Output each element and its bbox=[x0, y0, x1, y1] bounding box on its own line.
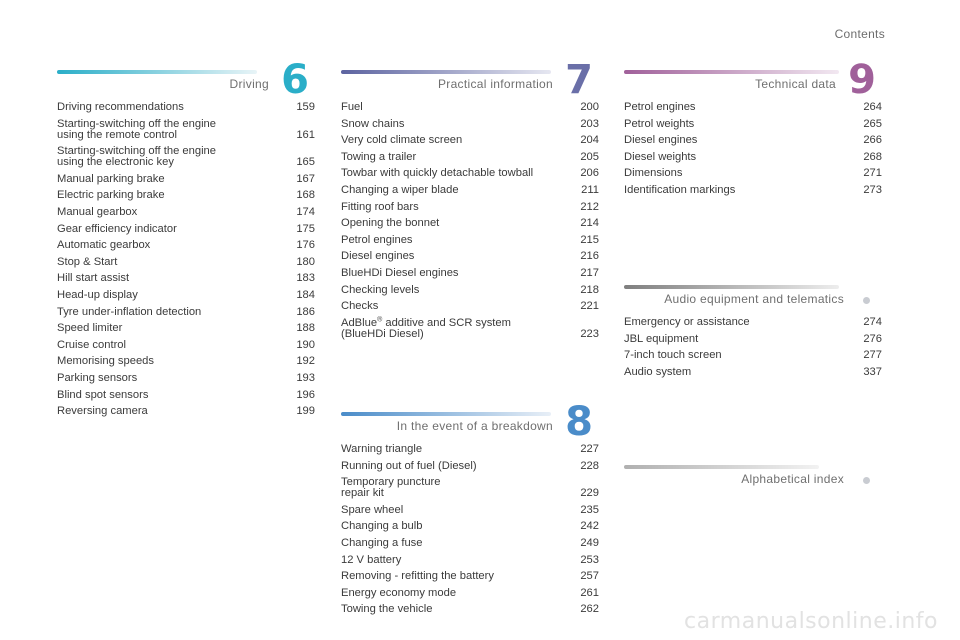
section-header bbox=[624, 281, 882, 317]
page-header: Contents bbox=[834, 27, 885, 41]
toc-entry-title: Snow chains bbox=[341, 117, 405, 130]
toc-list bbox=[624, 317, 882, 378]
toc-entry-title: Petrol engines bbox=[624, 101, 696, 113]
section-alphabetical-index[interactable] bbox=[624, 461, 882, 497]
toc-entry[interactable] bbox=[341, 152, 599, 163]
toc-entry-title: Checking levels bbox=[341, 283, 420, 296]
toc-entry-title bbox=[341, 315, 511, 340]
toc-entry-page: 229 bbox=[580, 487, 599, 500]
toc-entry-page: 190 bbox=[296, 338, 315, 351]
toc-list bbox=[341, 102, 599, 312]
toc-entry-page: 161 bbox=[296, 128, 315, 141]
section-title: Practical information bbox=[437, 77, 553, 91]
toc-entry[interactable] bbox=[341, 505, 599, 516]
adblue-text-rest: additive and SCR system (BlueHDi Diesel) bbox=[341, 316, 511, 340]
toc-entry-page: 212 bbox=[580, 200, 599, 213]
toc-list bbox=[341, 444, 599, 615]
toc-entry[interactable] bbox=[57, 240, 315, 251]
toc-entry-page: 174 bbox=[296, 205, 315, 218]
toc-entry-page: 180 bbox=[296, 255, 315, 268]
toc-entry[interactable] bbox=[341, 185, 599, 196]
toc-entry[interactable] bbox=[624, 102, 882, 113]
toc-entry[interactable] bbox=[57, 102, 315, 113]
section-bar bbox=[624, 70, 839, 74]
toc-entry-page: 168 bbox=[296, 189, 315, 202]
toc-entry-title: Memorising speeds bbox=[57, 355, 155, 368]
toc-entry-page: 218 bbox=[580, 283, 599, 296]
toc-entry-adblue[interactable] bbox=[341, 315, 599, 340]
section-number: 8 bbox=[565, 399, 593, 445]
section-header bbox=[341, 399, 599, 445]
toc-entry-title: Changing a bulb bbox=[341, 520, 423, 533]
toc-entry-page: 265 bbox=[863, 117, 882, 130]
toc-entry-title: Emergency or assistance bbox=[624, 316, 750, 328]
toc-entry[interactable] bbox=[341, 102, 599, 113]
toc-entry[interactable] bbox=[57, 390, 315, 401]
toc-entry[interactable] bbox=[57, 119, 315, 141]
toc-entry[interactable] bbox=[341, 218, 599, 229]
toc-entry-title: Petrol weights bbox=[624, 117, 695, 130]
toc-entry-title: Temporary puncture repair kit bbox=[341, 476, 441, 500]
toc-list bbox=[624, 102, 882, 196]
toc-entry-page: 223 bbox=[580, 327, 599, 340]
toc-entry-title: Speed limiter bbox=[57, 322, 123, 335]
toc-entry-page: 203 bbox=[580, 117, 599, 130]
toc-entry[interactable] bbox=[341, 268, 599, 279]
registered-mark: ® bbox=[377, 315, 383, 323]
toc-entry-title: Fitting roof bars bbox=[341, 200, 419, 213]
toc-entry[interactable] bbox=[624, 152, 882, 163]
toc-entry-page: 188 bbox=[296, 322, 315, 335]
toc-entry-title: Head-up display bbox=[57, 288, 138, 301]
adblue-text: AdBlue bbox=[341, 316, 378, 329]
toc-entry-title: Tyre under-inflation detection bbox=[57, 305, 202, 318]
toc-entry[interactable] bbox=[341, 588, 599, 599]
toc-entry-page: 167 bbox=[296, 172, 315, 185]
toc-entry[interactable] bbox=[57, 174, 315, 185]
toc-entry[interactable] bbox=[341, 604, 599, 615]
toc-entry-title: Checks bbox=[341, 300, 379, 313]
toc-entry-title: Starting-switching off the engine using the remote control bbox=[57, 117, 217, 141]
toc-entry-title: Driving recommendations bbox=[57, 101, 184, 113]
section-dot-icon bbox=[863, 297, 870, 304]
toc-entry-page: 159 bbox=[296, 101, 315, 113]
section-audio-telematics bbox=[624, 281, 882, 383]
toc-entry-title: Changing a wiper blade bbox=[341, 183, 459, 196]
toc-entry[interactable] bbox=[57, 224, 315, 235]
toc-list bbox=[57, 102, 315, 417]
toc-entry-page: 175 bbox=[296, 222, 315, 235]
section-bar bbox=[341, 70, 551, 74]
section-number: 7 bbox=[565, 57, 593, 103]
toc-entry[interactable] bbox=[341, 571, 599, 582]
section-bar bbox=[624, 285, 839, 289]
toc-entry-title: Fuel bbox=[341, 101, 363, 113]
toc-entry-title: Cruise control bbox=[57, 338, 127, 351]
toc-entry[interactable] bbox=[341, 251, 599, 262]
toc-entry[interactable] bbox=[341, 538, 599, 549]
toc-entry-title: Gear efficiency indicator bbox=[57, 222, 177, 235]
toc-entry-title: Manual gearbox bbox=[57, 205, 138, 218]
toc-entry[interactable] bbox=[341, 135, 599, 146]
toc-entry[interactable] bbox=[57, 307, 315, 318]
section-breakdown bbox=[341, 399, 599, 621]
toc-entry-page: 276 bbox=[863, 332, 882, 345]
toc-entry-page: 273 bbox=[863, 183, 882, 196]
toc-entry-page: 196 bbox=[296, 388, 315, 401]
toc-entry-title: Towbar with quickly detachable towball bbox=[341, 167, 534, 180]
toc-entry-title: BlueHDi Diesel engines bbox=[341, 266, 459, 279]
section-bar bbox=[624, 465, 819, 469]
toc-entry[interactable] bbox=[341, 521, 599, 532]
toc-entry-page: 216 bbox=[580, 250, 599, 263]
toc-entry[interactable] bbox=[57, 340, 315, 351]
section-driving bbox=[57, 57, 315, 423]
toc-entry-title: Changing a fuse bbox=[341, 536, 423, 549]
toc-entry[interactable] bbox=[341, 168, 599, 179]
section-number: 9 bbox=[848, 57, 876, 103]
section-technical-data bbox=[624, 57, 882, 202]
toc-entry-page: 242 bbox=[580, 520, 599, 533]
toc-entry[interactable] bbox=[57, 257, 315, 268]
toc-entry-title: JBL equipment bbox=[624, 332, 699, 345]
toc-entry-title: 7-inch touch screen bbox=[624, 349, 722, 362]
toc-entry[interactable] bbox=[57, 190, 315, 201]
toc-entry[interactable] bbox=[624, 334, 882, 345]
toc-entry-page: 262 bbox=[580, 603, 599, 616]
toc-entry-page: 165 bbox=[296, 156, 315, 169]
toc-entry-title: Warning triangle bbox=[341, 443, 423, 455]
toc-entry-title: Removing - refitting the battery bbox=[341, 570, 494, 583]
toc-entry-page: 271 bbox=[863, 167, 882, 180]
section-dot-icon bbox=[863, 477, 870, 484]
toc-entry-page: 192 bbox=[296, 355, 315, 368]
toc-entry[interactable] bbox=[624, 119, 882, 130]
toc-entry[interactable] bbox=[341, 555, 599, 566]
section-bar bbox=[57, 70, 257, 74]
toc-entry-title: Manual parking brake bbox=[57, 172, 165, 185]
toc-entry-page: 183 bbox=[296, 272, 315, 285]
toc-entry-page: 193 bbox=[296, 371, 315, 384]
toc-entry-page: 217 bbox=[580, 266, 599, 279]
toc-entry[interactable] bbox=[624, 367, 882, 378]
toc-entry[interactable] bbox=[624, 350, 882, 361]
toc-entry-page: 211 bbox=[581, 183, 599, 196]
section-header bbox=[57, 57, 315, 103]
section-title: Audio equipment and telematics bbox=[664, 292, 844, 306]
toc-entry[interactable] bbox=[624, 185, 882, 196]
toc-entry-page: 184 bbox=[296, 288, 315, 301]
toc-entry-page: 221 bbox=[580, 300, 599, 313]
section-title: Driving bbox=[229, 77, 269, 91]
toc-entry-page: 257 bbox=[580, 570, 599, 583]
toc-entry-page: 277 bbox=[863, 349, 882, 362]
toc-entry[interactable] bbox=[341, 285, 599, 296]
toc-entry[interactable] bbox=[57, 373, 315, 384]
section-bar bbox=[341, 412, 551, 416]
toc-entry-title: Electric parking brake bbox=[57, 189, 165, 202]
toc-entry-title: Hill start assist bbox=[57, 272, 130, 285]
toc-entry-title: Energy economy mode bbox=[341, 586, 457, 599]
toc-entry[interactable] bbox=[57, 207, 315, 218]
toc-entry[interactable] bbox=[341, 444, 599, 455]
toc-entry[interactable] bbox=[57, 323, 315, 334]
toc-entry-title: Diesel engines bbox=[624, 134, 698, 147]
toc-entry-title: Stop & Start bbox=[57, 255, 118, 268]
section-practical-information bbox=[341, 57, 599, 345]
toc-entry[interactable] bbox=[341, 235, 599, 246]
toc-entry[interactable] bbox=[341, 202, 599, 213]
toc-entry-page: 235 bbox=[580, 503, 599, 516]
toc-entry[interactable] bbox=[57, 290, 315, 301]
toc-entry-title: Identification markings bbox=[624, 183, 736, 196]
toc-entry-title: Parking sensors bbox=[57, 371, 138, 384]
toc-entry-title: 12 V battery bbox=[341, 553, 402, 566]
toc-entry[interactable] bbox=[624, 317, 882, 328]
toc-entry-title: Blind spot sensors bbox=[57, 388, 149, 401]
toc-entry-page: 249 bbox=[580, 536, 599, 549]
section-title: Alphabetical index bbox=[741, 472, 844, 486]
toc-entry-page: 206 bbox=[580, 167, 599, 180]
toc-entry-page: 268 bbox=[863, 150, 882, 163]
toc-entry-page: 227 bbox=[580, 443, 599, 455]
toc-entry-title: Very cold climate screen bbox=[341, 134, 463, 147]
toc-entry-page: 264 bbox=[863, 101, 882, 113]
toc-entry-page: 205 bbox=[580, 150, 599, 163]
toc-entry-title: Diesel engines bbox=[341, 250, 415, 263]
toc-entry-title: Diesel weights bbox=[624, 150, 697, 163]
toc-entry[interactable] bbox=[624, 168, 882, 179]
toc-entry-title: Dimensions bbox=[624, 167, 683, 180]
section-number: 6 bbox=[281, 57, 309, 103]
toc-entry-title: Running out of fuel (Diesel) bbox=[341, 459, 477, 472]
toc-entry-page: 214 bbox=[580, 217, 599, 230]
toc-entry[interactable] bbox=[341, 301, 599, 312]
toc-entry[interactable] bbox=[341, 461, 599, 472]
toc-entry[interactable] bbox=[341, 119, 599, 130]
toc-entry[interactable] bbox=[341, 477, 599, 499]
toc-entry-title: Petrol engines bbox=[341, 233, 413, 246]
toc-entry-title: Spare wheel bbox=[341, 503, 404, 516]
toc-entry-page: 266 bbox=[863, 134, 882, 147]
toc-entry-page: 261 bbox=[580, 586, 599, 599]
toc-entry[interactable] bbox=[57, 406, 315, 417]
toc-entry-page: 176 bbox=[296, 239, 315, 252]
toc-entry[interactable] bbox=[57, 273, 315, 284]
toc-entry-title: Audio system bbox=[624, 365, 692, 378]
watermark-logo: carmanualsonline.info bbox=[684, 609, 938, 634]
toc-entry-title: Towing the vehicle bbox=[341, 603, 433, 616]
toc-entry-page: 186 bbox=[296, 305, 315, 318]
toc-entry[interactable] bbox=[57, 356, 315, 367]
toc-entry-page: 200 bbox=[580, 101, 599, 113]
section-header bbox=[624, 461, 882, 497]
toc-entry[interactable] bbox=[624, 135, 882, 146]
section-header bbox=[341, 57, 599, 103]
toc-entry-title: Reversing camera bbox=[57, 405, 148, 418]
toc-entry-page: 253 bbox=[580, 553, 599, 566]
toc-entry-page: 274 bbox=[863, 316, 882, 328]
toc-entry-title: Automatic gearbox bbox=[57, 239, 151, 252]
toc-entry-title: Towing a trailer bbox=[341, 150, 417, 163]
toc-entry-page: 199 bbox=[296, 405, 315, 418]
toc-entry-page: 215 bbox=[580, 233, 599, 246]
toc-entry-title: Opening the bonnet bbox=[341, 217, 440, 230]
toc-entry[interactable] bbox=[57, 146, 315, 168]
toc-entry-page: 228 bbox=[580, 459, 599, 472]
section-title: Technical data bbox=[755, 77, 836, 91]
toc-entry-page: 337 bbox=[863, 365, 882, 378]
toc-entry-title: Starting-switching off the engine using the electronic key bbox=[57, 145, 217, 169]
section-header bbox=[624, 57, 882, 103]
section-title: In the event of a breakdown bbox=[396, 419, 553, 433]
toc-list-extra bbox=[341, 315, 599, 340]
toc-entry-page: 204 bbox=[580, 134, 599, 147]
